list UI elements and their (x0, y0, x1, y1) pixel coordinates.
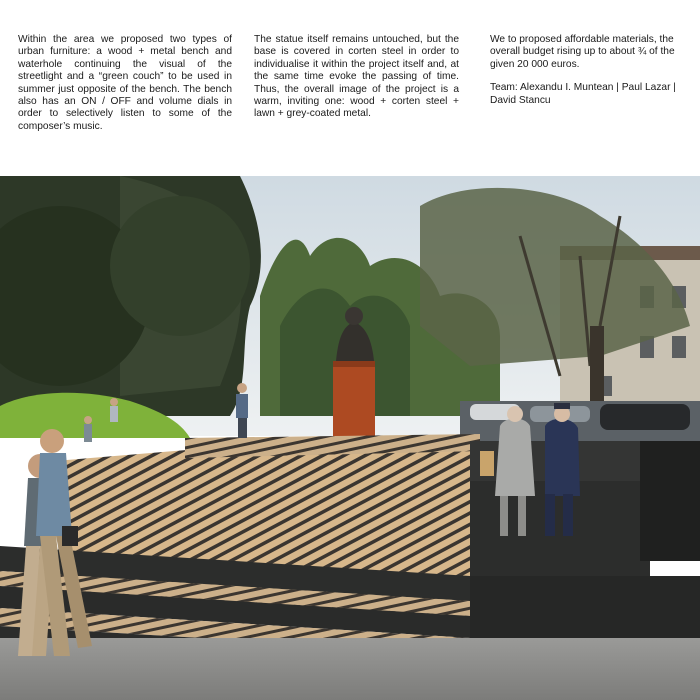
rendering-illustration (0, 176, 700, 700)
text-band (0, 0, 700, 176)
budget-text: We to proposed affordable materials, the overall budget rising up to about ¾ of the given 20 000 euros. (490, 34, 675, 70)
urban-furniture-text: Within the area we proposed two types of urban furniture: a wood + metal bench and waterhole continuing the visual of the streetlight and a “green couch” to be used in summer just opposite of the bench. The bench also has an ON / OFF and volume dials in order to selectively listen to some of the composer’s music. (18, 34, 232, 132)
parked-cars (460, 401, 700, 441)
foreground-pavement (0, 638, 700, 700)
statue-base-text: The statue itself remains untouched, but the base is covered in corten steel in order to individualise it within the project itself and, at the same time evoke the passing of time. Thus, the overall image of the project is a warm, inviting one: wood + corten steel + lawn + grey-coated metal. (254, 34, 459, 120)
team-credits: Team: Alexandu I. Muntean | Paul Lazar | David Stancu (490, 82, 676, 106)
description-column-2 (254, 34, 459, 121)
description-column-3 (490, 34, 682, 107)
description-column-1 (18, 34, 232, 133)
project-rendering-photo (0, 176, 700, 700)
